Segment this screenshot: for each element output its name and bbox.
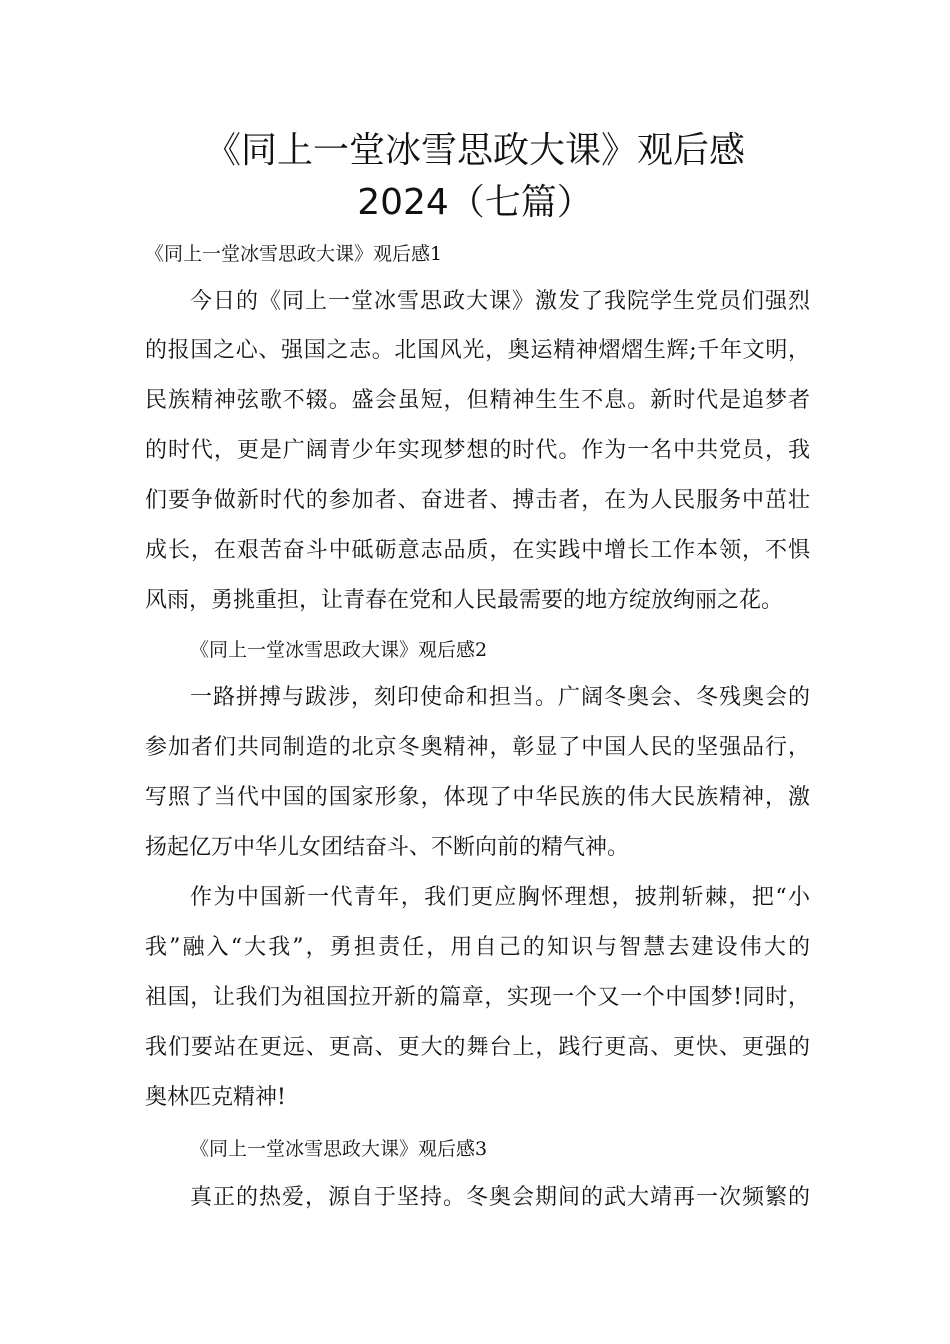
paragraph-line: 我”融入“大我”，勇担责任，用自己的知识与智慧去建设伟大的 [145,935,810,960]
section-heading-1: 《同上一堂冰雪思政大课》观后感1 [145,243,443,265]
paragraph-line: 真正的热爱，源自于坚持。冬奥会期间的武大靖再一次频繁的 [190,1185,810,1210]
paragraph-line: 奥林匹克精神! [145,1085,286,1110]
paragraph-line: 写照了当代中国的国家形象，体现了中华民族的伟大民族精神，激 [145,785,810,810]
paragraph-line: 参加者们共同制造的北京冬奥精神，彰显了中国人民的坚强品行， [145,735,810,760]
paragraph-line: 风雨，勇挑重担，让青春在党和人民最需要的地方绽放绚丽之花。 [145,588,784,613]
paragraph-line: 的时代，更是广阔青少年实现梦想的时代。作为一名中共党员，我 [145,438,810,463]
section-heading-3: 《同上一堂冰雪思政大课》观后感3 [190,1138,488,1160]
paragraph-line: 一路拼搏与跋涉，刻印使命和担当。广阔冬奥会、冬残奥会的 [190,685,810,710]
paragraph-line: 的报国之心、强国之志。北国风光，奥运精神熠熠生辉;千年文明， [145,338,810,363]
paragraph-line: 今日的《同上一堂冰雪思政大课》激发了我院学生党员们强烈 [190,289,810,314]
paragraph-line: 成长，在艰苦奋斗中砥砺意志品质，在实践中增长工作本领，不惧 [145,538,810,563]
paragraph-line: 扬起亿万中华儿女团结奋斗、不断向前的精气神。 [145,835,630,860]
paragraph-line: 们要争做新时代的参加者、奋进者、搏击者，在为人民服务中茁壮 [145,488,810,513]
document-title-line-2: 2024（七篇） [357,182,593,223]
paragraph-line: 我们要站在更远、更高、更大的舞台上，践行更高、更快、更强的 [145,1035,810,1060]
document-title-line-1: 《同上一堂冰雪思政大课》观后感 [204,130,745,171]
paragraph-line: 祖国，让我们为祖国拉开新的篇章，实现一个又一个中国梦!同时， [145,985,810,1010]
paragraph-line: 作为中国新一代青年，我们更应胸怀理想，披荆斩棘，把“小 [190,885,810,910]
section-heading-2: 《同上一堂冰雪思政大课》观后感2 [190,639,488,661]
paragraph-line: 民族精神弦歌不辍。盛会虽短，但精神生生不息。新时代是追梦者 [145,388,810,413]
